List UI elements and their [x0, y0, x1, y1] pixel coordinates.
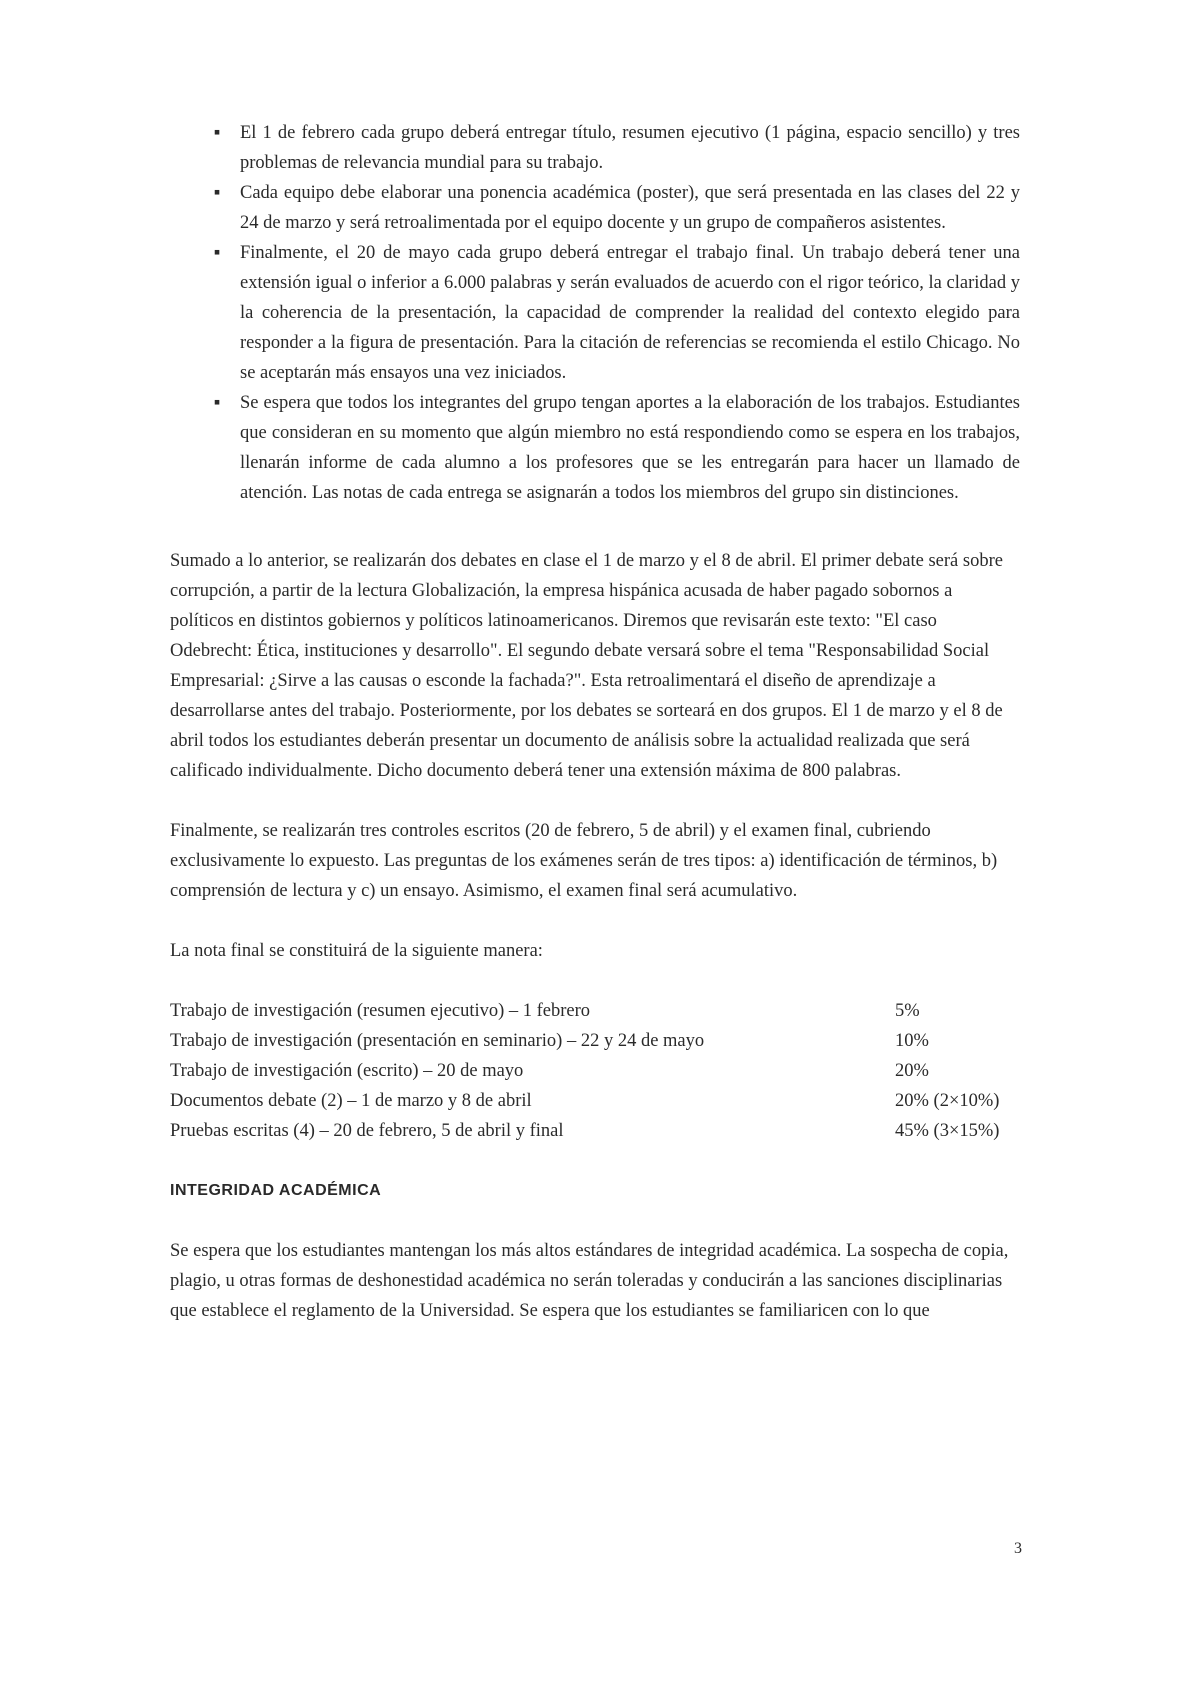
page-content — [170, 118, 1020, 1326]
grade-breakdown-table — [170, 996, 1020, 1146]
bullet-marker: ▪ — [213, 393, 221, 413]
list-item-text: El 1 de febrero cada grupo deberá entregar título, resumen ejecutivo (1 página, espacio sencillo) y tres problemas de relevancia mundial para su trabajo. — [240, 123, 1020, 173]
table-row — [170, 1056, 1020, 1086]
grade-item: Pruebas escritas (4) – 20 de febrero, 5 de abril y final — [170, 1121, 564, 1141]
grade-value: 45% (3×15%) — [895, 1121, 1000, 1141]
grade-value: 5% — [895, 1001, 920, 1021]
grade-value: 20% (2×10%) — [895, 1091, 1000, 1111]
grade-item: Documentos debate (2) – 1 de marzo y 8 de abril — [170, 1091, 532, 1111]
bullet-marker: ▪ — [213, 183, 221, 203]
bullet-marker: ▪ — [213, 123, 221, 143]
list-item-text: Finalmente, el 20 de mayo cada grupo deberá entregar el trabajo final. Un trabajo deberá tener una extensión igual o inferior a 6.000 palabras y serán evaluados de acuerdo con el rigor teórico, la claridad y la coherencia de la presentación, la capacidad de comprender la realidad del contexto elegido para responder a la figura de presentación. Para la citación de referencias se recomienda el estilo Chicago. No se aceptarán más ensayos una vez iniciados. — [240, 243, 1020, 383]
list-item-text: Se espera que todos los integrantes del grupo tengan aportes a la elaboración de los trabajos. Estudiantes que consideran en su momento que algún miembro no está respondiendo como se espera en los trabajos, llenarán informe de cada alumno a los profesores que se les entregarán para hacer un llamado de atención. Las notas de cada entrega se asignarán a todos los miembros del grupo sin distinciones. — [240, 393, 1020, 503]
grade-value: 20% — [895, 1061, 929, 1081]
grade-item: Trabajo de investigación (resumen ejecutivo) – 1 febrero — [170, 1001, 591, 1021]
grade-item: Trabajo de investigación (presentación en seminario) – 22 y 24 de mayo — [170, 1031, 705, 1051]
table-row — [170, 1026, 1020, 1056]
list-item — [170, 118, 1020, 178]
table-row — [170, 1116, 1020, 1146]
exams-paragraph: Finalmente, se realizarán tres controles escritos (20 de febrero, 5 de abril) y el examen final, cubriendo exclusivamente lo expuesto. Las preguntas de los exámenes serán de tres tipos: a) identificación de términos, b) comprensión de lectura y c) un ensayo. Asimismo, el examen final será acumulativo. — [170, 821, 998, 901]
requirements-list — [170, 118, 1020, 508]
table-row — [170, 996, 1020, 1026]
grade-value: 10% — [895, 1031, 929, 1051]
list-item — [170, 388, 1020, 508]
list-item — [170, 178, 1020, 238]
integrity-paragraph: Se espera que los estudiantes mantengan los más altos estándares de integridad académica. La sospecha de copia, plagio, u otras formas de deshonestidad académica no serán toleradas y conducirán a las sanciones disciplinarias que establece el reglamento de la Universidad. Se espera que los estudiantes se familiaricen con lo que — [170, 1241, 1009, 1321]
page-number: 3 — [1014, 1540, 1022, 1557]
bullet-marker: ▪ — [213, 243, 221, 263]
debates-paragraph: Sumado a lo anterior, se realizarán dos debates en clase el 1 de marzo y el 8 de abril. El primer debate será sobre corrupción, a partir de la lectura Globalización, la empresa hispánica acusada de haber pagado sobornos a políticos en distintos gobiernos y políticos latinoamericanos. Diremos que revisarán este texto: "El caso Odebrecht: Ética, instituciones y desarrollo". El segundo debate versará sobre el tema "Responsabilidad Social Empresarial: ¿Sirve a las causas o esconde la fachada?". Esta retroalimentará el diseño de aprendizaje a desarrollarse antes del trabajo. Posteriormente, por los debates se sorteará en dos grupos. El 1 de marzo y el 8 de abril todos los estudiantes deberán presentar un documento de análisis sobre la actualidad realizada que será calificado individualmente. Dicho documento deberá tener una extensión máxima de 800 palabras. — [170, 551, 1003, 781]
grade-item: Trabajo de investigación (escrito) – 20 de mayo — [170, 1061, 524, 1081]
section-heading: INTEGRIDAD ACADÉMICA — [170, 1182, 382, 1199]
list-item-text: Cada equipo debe elaborar una ponencia académica (poster), que será presentada en las clases del 22 y 24 de marzo y será retroalimentada por el equipo docente y un grupo de compañeros asistentes. — [240, 183, 1020, 233]
table-row — [170, 1086, 1020, 1116]
grade-intro: La nota final se constituirá de la siguiente manera: — [170, 941, 543, 961]
list-item — [170, 238, 1020, 388]
